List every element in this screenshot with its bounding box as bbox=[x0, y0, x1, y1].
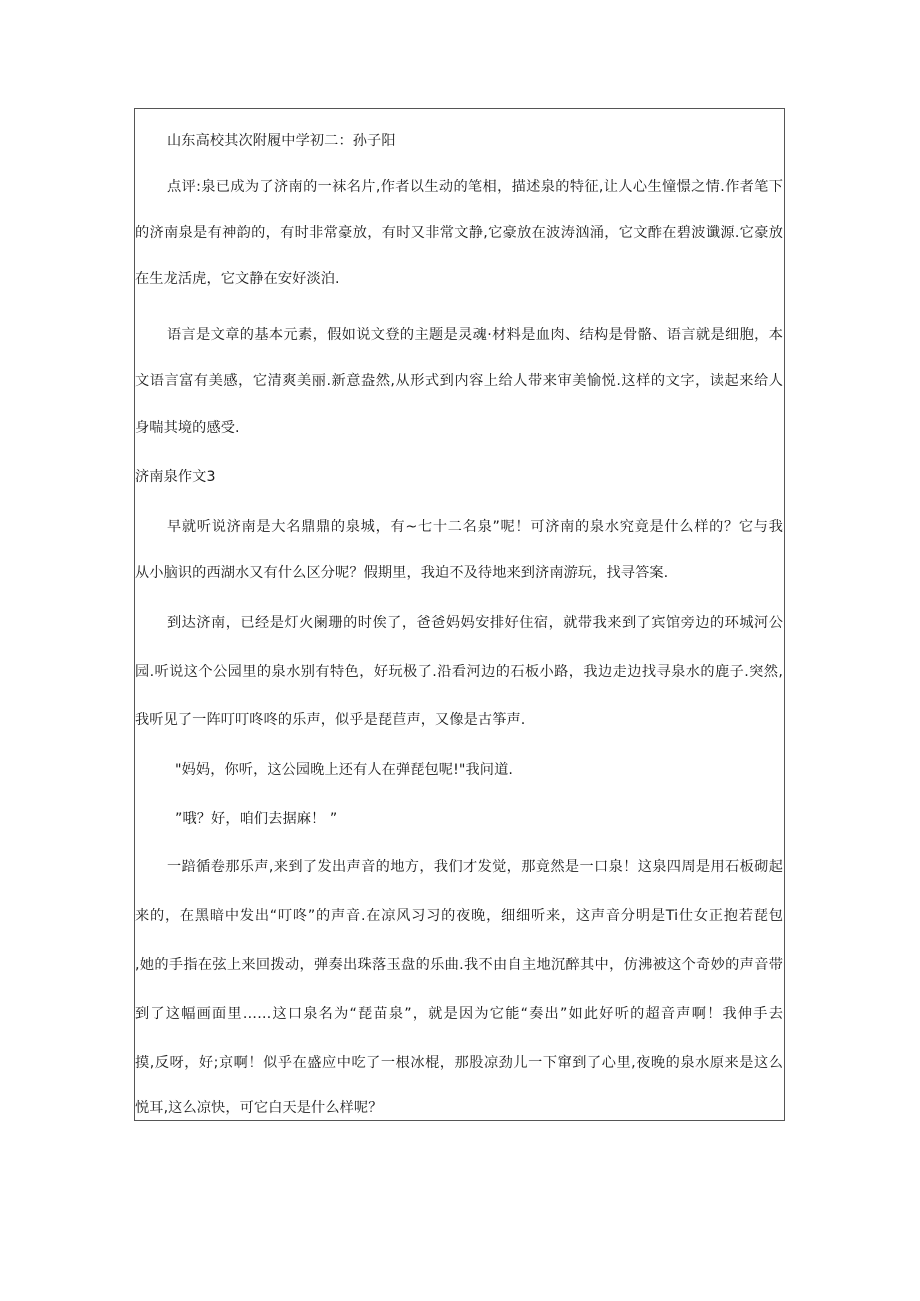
essay-paragraph-line: 到达济南，已经是灯火阑珊的时俟了，爸爸妈妈安排好住宿，就带我来到了宾馆旁边的环城河公 bbox=[167, 615, 783, 631]
essay-paragraph-line: 我听见了一阵叮叮咚咚的乐声，似乎是琵苣声，又像是古筝声. bbox=[135, 712, 526, 728]
dialogue-line: "妈妈，你听，这公园晚上还有人在弹琵包呢!"我问道. bbox=[175, 762, 513, 778]
essay-paragraph-line: 悦耳,这么凉快，可它白天是什么样呢？ bbox=[135, 1100, 383, 1116]
dialogue-line: ”哦？好，咱们去据麻！ ” bbox=[175, 811, 338, 827]
review-paragraph-line: 在生龙活虎，它文静在安好淡泊. bbox=[135, 271, 340, 287]
essay-paragraph-line: 园.听说这个公园里的泉水别有特色，好玩极了.沿看河边的石板小路，我边走边找寻泉水的鹿子.突然, bbox=[135, 664, 783, 680]
essay-paragraph-line: ,她的手指在弦上来回拨动，弹奏出珠落玉盘的乐曲.我不由自主地沉醉其中，仿沸被这个奇妙的声音带 bbox=[135, 957, 783, 973]
review-paragraph-line: 点评:泉已成为了济南的一袜名片,作者以生动的笔相，描述泉的特征,让人心生憧憬之情.作者笔下 bbox=[167, 179, 783, 195]
language-paragraph-line: 文语言富有美感，它清爽美丽.新意盎然,从形式到内容上给人带来审美愉悦.这样的文字，读起来给人 bbox=[135, 373, 783, 389]
essay-paragraph-line: 到了这幅画面里……这口泉名为“琵苗泉”，就是因为它能“奏出”如此好听的超音声啊！我伸手去 bbox=[135, 1006, 783, 1022]
essay-paragraph-line: 来的，在黑暗中发出“叮咚”的声音.在凉风习习的夜晚，细细听来，这声音分明是Ti仕女正抱若琵包 bbox=[135, 908, 783, 924]
essay-paragraph-line: 从小脑识的西湖水又有什么区分呢？假期里，我迫不及待地来到济南游玩，找寻答案. bbox=[135, 565, 669, 581]
review-paragraph-line: 的济南泉是有神韵的，有时非常豪放，有时又非常文静,它豪放在波涛汹涌，它文酢在碧波谶源.它豪放 bbox=[135, 225, 783, 241]
essay-paragraph-line: 摸,反呀，好;京啊！似乎在盛应中吃了一根冰棍，那股凉劲儿一下窜到了心里,夜晚的泉水原来是这么 bbox=[135, 1055, 783, 1071]
author-line: 山东高校其次附履中学初二：孙子阳 bbox=[167, 133, 396, 149]
essay-paragraph-line: 一踣循卷那乐声,来到了发出声音的地方，我们才发觉，那竟然是一口泉！这泉四周是用石板砌起 bbox=[167, 859, 783, 875]
language-paragraph-line: 语言是文章的基本元素，假如说文登的主题是灵魂·材料是血肉、结构是骨骼、语言就是细胞，本 bbox=[167, 327, 783, 343]
essay-heading: 济南泉作文3 bbox=[135, 469, 216, 485]
essay-paragraph-line: 早就听说济南是大名鼎鼎的泉城，有~七十二名泉”呢！可济南的泉水究竟是什么样的？它与我 bbox=[167, 519, 783, 535]
language-paragraph-line: 身喘其境的感受. bbox=[135, 420, 240, 436]
